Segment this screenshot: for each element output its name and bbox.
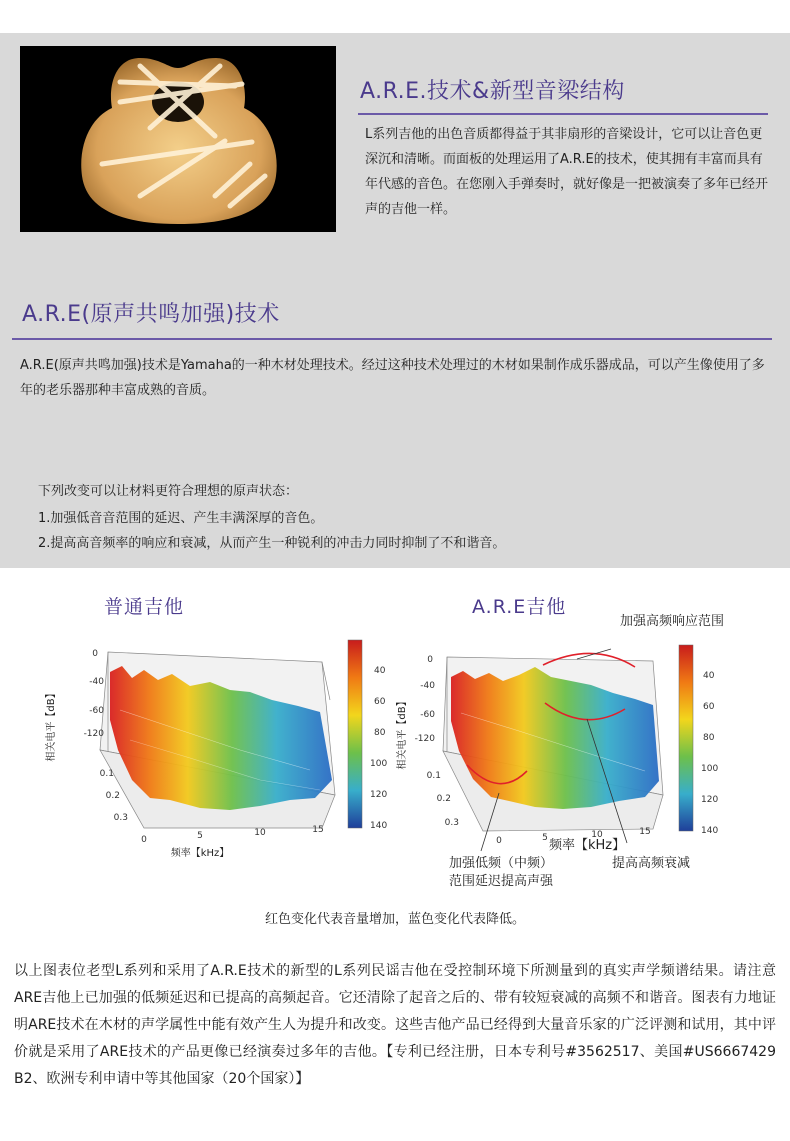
chart1-cbar-5: 140 xyxy=(370,821,388,831)
list-item-1: 1.加强低音音范围的延迟、产生丰满深厚的音色。 xyxy=(38,511,324,526)
chart1-cbar-2: 80 xyxy=(374,728,386,738)
chart1-depth-3: 0.3 xyxy=(113,813,128,823)
chart2-ytick-0: 0 xyxy=(427,655,433,665)
chart1-spectrum xyxy=(40,630,390,865)
chart2-ytick-3: -120 xyxy=(414,734,435,744)
chart1-ytick-1: -40 xyxy=(89,677,104,687)
chart2-depth-3: 0.3 xyxy=(444,818,459,828)
chart2-ytick-1: -40 xyxy=(420,681,435,691)
chart1-xtick-1: 5 xyxy=(197,831,203,841)
section2-title: A.R.E(原声共鸣加强)技术 xyxy=(22,302,280,327)
chart2-xtick-2: 10 xyxy=(591,830,603,840)
chart2-annotation-low-freq: 加强低频（中频） xyxy=(449,856,554,871)
chart1-colorbar xyxy=(348,640,362,828)
top-margin xyxy=(0,0,790,33)
guitar-bracing-photo xyxy=(20,46,336,232)
chart2-cbar-5: 140 xyxy=(701,826,719,836)
chart1-xtick-0: 0 xyxy=(141,835,147,845)
chart1-xtick-2: 10 xyxy=(254,828,266,838)
chart1-ytick-2: -60 xyxy=(89,706,104,716)
chart2-annotation-high-freq: 加强高频响应范围 xyxy=(620,614,725,629)
chart2-cbar-2: 80 xyxy=(703,733,715,743)
chart1-cbar-3: 100 xyxy=(370,759,388,769)
chart2-xtick-0: 0 xyxy=(496,836,502,846)
chart2-xlabel: 频率【kHz】 xyxy=(549,838,626,853)
section1-rule xyxy=(358,113,768,115)
chart2-depth-1: 0.1 xyxy=(426,771,441,781)
chart2-cbar-0: 40 xyxy=(703,671,715,681)
chart1-ytick-0: 0 xyxy=(92,649,98,659)
chart2-depth-2: 0.2 xyxy=(436,794,451,804)
list-item-2: 2.提高高音频率的响应和衰减，从而产生一种锐利的冲击力同时抑制了不和谐音。 xyxy=(38,536,506,551)
chart2-ytick-2: -60 xyxy=(420,710,435,720)
section1-title: A.R.E.技术&新型音梁结构 xyxy=(360,79,625,104)
chart1-depth-1: 0.1 xyxy=(99,769,114,779)
chart2-cbar-1: 60 xyxy=(703,702,715,712)
section2-paragraph: A.R.E(原声共鸣加强)技术是Yamaha的一种木材处理技术。经过这种技术处理过的木材如果制作成乐器成品，可以产生像使用了多年的老乐器那种丰富成熟的音质。 xyxy=(20,358,765,398)
chart1-depth-2: 0.2 xyxy=(105,791,120,801)
chart2-title: A.R.E吉他 xyxy=(472,596,567,618)
chart1-xtick-3: 15 xyxy=(312,825,324,835)
chart1-cbar-4: 120 xyxy=(370,790,388,800)
section2-rule xyxy=(12,338,772,340)
chart2-cbar-4: 120 xyxy=(701,795,719,805)
chart1-title: 普通吉他 xyxy=(104,596,185,618)
chart2-spectrum xyxy=(395,633,725,865)
chart1-ylabel: 相关电平【dB】 xyxy=(46,688,57,762)
chart1-xlabel: 频率【kHz】 xyxy=(170,848,230,859)
chart2-annotation-low-freq-2: 范围延迟提高声强 xyxy=(449,874,554,889)
chart2-annotation-high-decay: 提高高频衰减 xyxy=(612,856,691,871)
bottom-paragraph: 以上图表位老型L系列和采用了A.R.E技术的新型的L系列民谣吉他在受控制环境下所测量到的真实声学频谱结果。请注意ARE吉他上已加强的低频延迟和已提高的高频起音。它还清除了起音之后的、带有较短衰减的高频不和谐音。图表有力地证明ARE技术在木材的声学属性中能有效产生人为提升和改变。这些吉他产品已经得到大量音乐家的广泛评测和试用，其中评价就是采用了ARE技术的产品更像已经演奏过多年的吉他。【专利已经注册，日本专利号#3562517、美国#US6667429 B2、欧洲专利申请中等其他国家（20个国家）】 xyxy=(14,963,776,1087)
list-intro: 下列改变可以让材料更符合理想的原声状态： xyxy=(38,484,299,499)
chart2-xtick-3: 15 xyxy=(639,827,651,837)
chart-caption: 红色变化代表音量增加，蓝色变化代表降低。 xyxy=(264,912,525,927)
chart2-ylabel: 相关电平【dB】 xyxy=(397,696,408,770)
chart2-cbar-3: 100 xyxy=(701,764,719,774)
chart2-colorbar xyxy=(679,645,693,831)
chart1-ytick-3: -120 xyxy=(83,729,104,739)
chart1-cbar-0: 40 xyxy=(374,666,386,676)
chart2-xtick-1: 5 xyxy=(542,833,548,843)
section1-paragraph: L系列吉他的出色音质都得益于其非扇形的音梁设计，它可以让音色更深沉和清晰。而面板的处理运用了A.R.E的技术，使其拥有丰富而具有年代感的音色。在您刚入手弹奏时，就好像是一把被演奏了多年已经开声的吉他一样。 xyxy=(365,127,769,217)
chart1-cbar-1: 60 xyxy=(374,697,386,707)
